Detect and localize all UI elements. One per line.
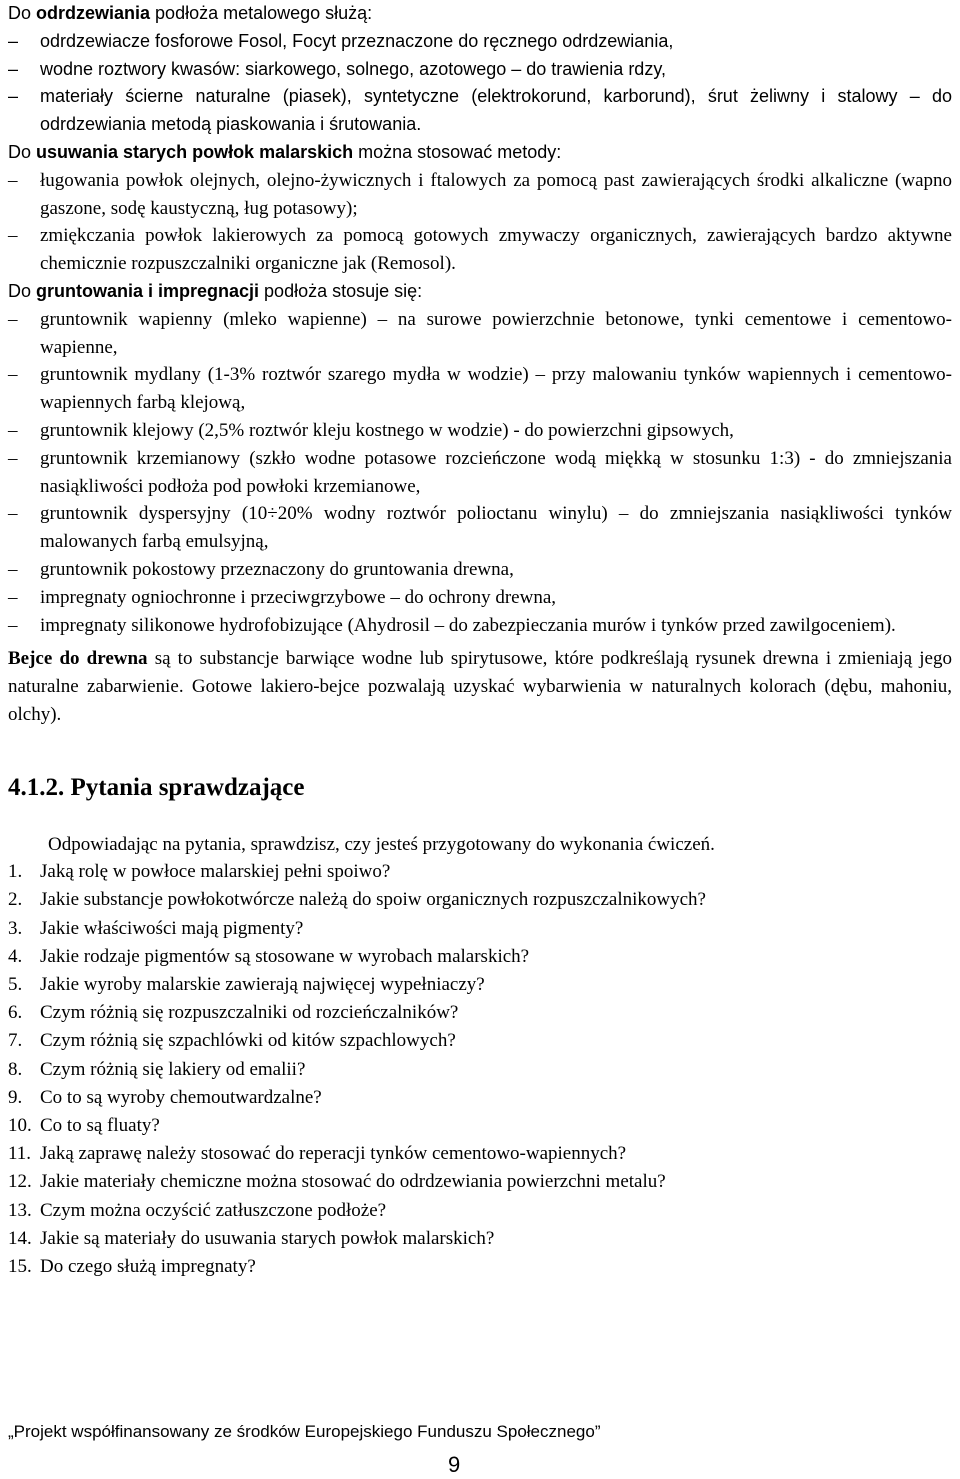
question-text: Czym można oczyścić zatłuszczone podłoże? xyxy=(40,1199,387,1221)
list-item: – gruntownik wapienny (mleko wapienne) – na surowe powierzchnie betonowe, tynki cementowe i cementowo-wapienne, xyxy=(8,306,952,362)
questions-list xyxy=(8,858,952,1281)
question-item xyxy=(8,1225,952,1253)
question-item xyxy=(8,999,952,1027)
list-item: – gruntownik pokostowy przeznaczony do gruntowania drewna, xyxy=(8,556,952,584)
bejce-text: są to substancje barwiące wodne lub spirytusowe, które podkreślają rysunek drewna i zmieniają jego naturalne zabarwienie. Gotowe lakiero-bejce pozwalają uzyskać wybarwienia w naturalnych kolorach (dębu, mahoniu, olchy). xyxy=(8,648,952,725)
question-number: 11. xyxy=(8,1143,32,1165)
list-item: – impregnaty silikonowe hydrofobizujące (Ahydrosil – do zabezpieczania murów i tynków przed zawilgoceniem). xyxy=(8,612,952,640)
question-item xyxy=(8,1253,952,1281)
question-text: Czym różnią się szpachlówki od kitów szpachlowych? xyxy=(40,1030,456,1052)
question-number: 3. xyxy=(8,917,23,939)
list-item: – gruntownik klejowy (2,5% roztwór kleju kostnego w wodzie) - do powierzchni gipsowych, xyxy=(8,417,952,445)
list-item: – gruntownik dyspersyjny (10÷20% wodny roztwór polioctanu winylu) – do zmniejszania nasiąkliwości tynków malowanych farbą emulsyjną, xyxy=(8,500,952,556)
heading-title: Pytania sprawdzające xyxy=(70,773,305,801)
section-bejce xyxy=(8,645,952,728)
lead-bold: gruntowania i impregnacji xyxy=(36,280,260,301)
question-text: Jakie są materiały do usuwania starych powłok malarskich? xyxy=(40,1227,495,1249)
question-number: 8. xyxy=(8,1058,23,1080)
question-number: 7. xyxy=(8,1030,23,1052)
list-item: – ługowania powłok olejnych, olejno-żywicznych i ftalowych za pomocą past zawierających środki alkaliczne (wapno gaszone, sodę kaustyczną, ług potasowy); xyxy=(8,167,952,223)
question-text: Jaką rolę w powłoce malarskiej pełni spoiwo? xyxy=(40,861,391,883)
list-item: – zmiękczania powłok lakierowych za pomocą gotowych zmywaczy organicznych, zawierających bardzo aktywne chemicznie rozpuszczalniki organiczne jak (Remosol). xyxy=(8,222,952,278)
lead-text: podłoża metalowego służą: xyxy=(150,3,373,23)
question-text: Jakie materiały chemiczne można stosować do odrdzewiania powierzchni metalu? xyxy=(40,1171,666,1193)
lead-bold: odrdzewiania xyxy=(36,3,151,23)
heading-number: 4.1.2. xyxy=(8,773,65,801)
question-number: 15. xyxy=(8,1256,32,1278)
question-number: 6. xyxy=(8,1002,23,1024)
lead-text: można stosować metody: xyxy=(353,141,562,162)
question-text: Jaką zaprawę należy stosować do reperacji tynków cementowo-wapiennych? xyxy=(40,1143,627,1165)
bejce-bold: Bejce do drewna xyxy=(8,648,148,670)
question-number: 1. xyxy=(8,861,23,883)
question-item xyxy=(8,858,952,886)
question-item xyxy=(8,1084,952,1112)
section-usuwanie-powlok xyxy=(8,139,952,278)
lead-text: Do xyxy=(8,141,37,162)
section-heading xyxy=(8,773,952,803)
lead-text: Do xyxy=(8,3,37,23)
question-text: Czym różnią się rozpuszczalniki od rozcieńczalników? xyxy=(40,1002,459,1024)
list-item: – odrdzewiacze fosforowe Fosol, Focyt przeznaczone do ręcznego odrdzewiania, xyxy=(8,28,952,56)
question-text: Jakie rodzaje pigmentów są stosowane w wyrobach malarskich? xyxy=(40,945,530,967)
question-text: Jakie wyroby malarskie zawierają najwięcej wypełniaczy? xyxy=(40,974,485,996)
question-number: 14. xyxy=(8,1227,32,1249)
question-text: Co to są fluaty? xyxy=(40,1115,160,1137)
page-number: 9 xyxy=(448,1452,461,1477)
question-number: 2. xyxy=(8,889,23,911)
question-item xyxy=(8,971,952,999)
question-item xyxy=(8,943,952,971)
question-text: Jakie właściwości mają pigmenty? xyxy=(40,917,304,939)
question-item xyxy=(8,1027,952,1055)
list-item: – impregnaty ogniochronne i przeciwgrzybowe – do ochrony drewna, xyxy=(8,584,952,612)
lead-bold: usuwania starych powłok malarskich xyxy=(36,141,354,162)
question-number: 5. xyxy=(8,974,23,996)
question-text: Do czego służą impregnaty? xyxy=(40,1256,256,1278)
question-item xyxy=(8,886,952,914)
questions-intro: Odpowiadając na pytania, sprawdzisz, czy jesteś przygotowany do wykonania ćwiczeń. xyxy=(48,833,715,855)
question-number: 10. xyxy=(8,1115,32,1137)
lead-text: podłoża stosuje się: xyxy=(259,280,423,301)
list-item: – gruntownik mydlany (1-3% roztwór szarego mydła w wodzie) – przy malowaniu tynków wapiennych i cementowo-wapiennych farbą klejową, xyxy=(8,361,952,417)
question-item xyxy=(8,1056,952,1084)
question-text: Co to są wyroby chemoutwardzalne? xyxy=(40,1086,322,1108)
section-odrdzewianie xyxy=(8,0,952,139)
document-page xyxy=(8,0,952,1281)
section-gruntowanie xyxy=(8,278,952,639)
question-text: Jakie substancje powłokotwórcze należą do spoiw organicznych rozpuszczalnikowych? xyxy=(40,889,706,911)
question-number: 4. xyxy=(8,945,23,967)
question-item xyxy=(8,1168,952,1196)
question-item xyxy=(8,1140,952,1168)
page-footer: „Projekt współfinansowany ze środków Europejskiego Funduszu Społecznego” xyxy=(8,1422,601,1441)
list-item: – materiały ścierne naturalne (piasek), syntetyczne (elektrokorund, karborund), śrut żeliwny i stalowy – do odrdzewiania metodą piaskowania i śrutowania. xyxy=(8,83,952,139)
question-number: 12. xyxy=(8,1171,32,1193)
list-item: – gruntownik krzemianowy (szkło wodne potasowe rozcieńczone wodą miękką w stosunku 1:3) - do zmniejszania nasiąkliwości podłoża pod powłoki krzemianowe, xyxy=(8,445,952,501)
question-number: 13. xyxy=(8,1199,32,1221)
question-item xyxy=(8,915,952,943)
question-item xyxy=(8,1197,952,1225)
list-item: – wodne roztwory kwasów: siarkowego, solnego, azotowego – do trawienia rdzy, xyxy=(8,56,952,84)
question-text: Czym różnią się lakiery od emalii? xyxy=(40,1058,306,1080)
section-odrdzewianie-lead xyxy=(8,0,952,28)
question-item xyxy=(8,1112,952,1140)
question-number: 9. xyxy=(8,1086,23,1108)
section-gruntowanie-lead xyxy=(8,278,952,306)
lead-text: Do xyxy=(8,280,37,301)
section-usuwanie-lead xyxy=(8,139,952,167)
